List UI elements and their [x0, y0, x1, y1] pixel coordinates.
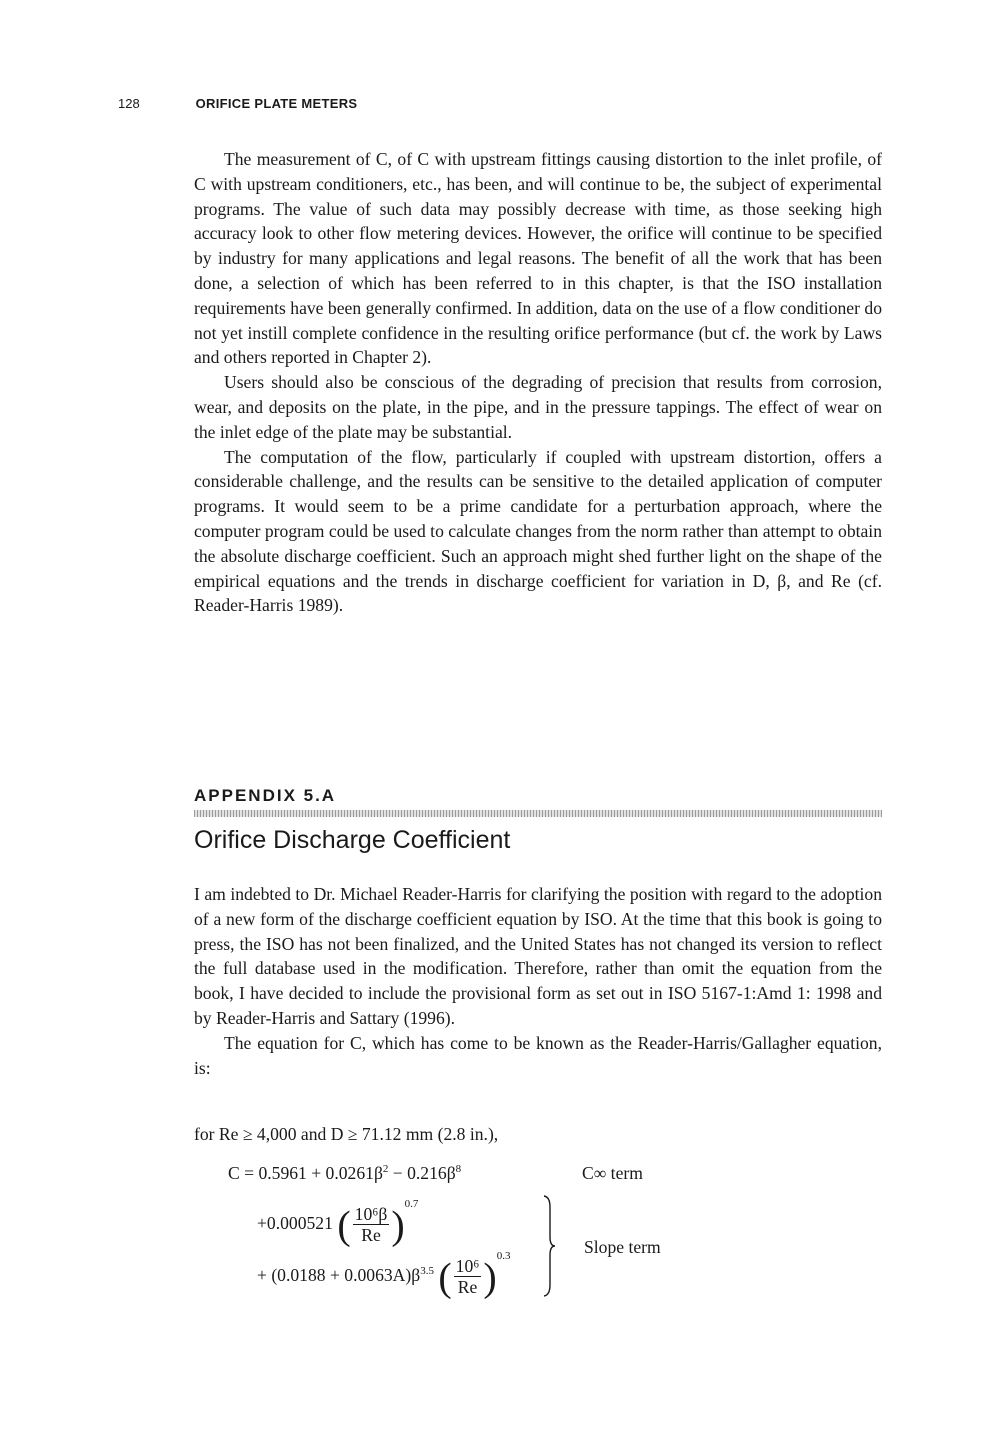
numerator: 10⁶β	[354, 1204, 388, 1225]
equation-condition: for Re ≥ 4,000 and D ≥ 71.12 mm (2.8 in.),	[194, 1124, 499, 1144]
close-paren: )	[391, 1202, 405, 1248]
paragraph: I am indebted to Dr. Michael Reader-Harris for clarifying the position with regard to the adoption of a new form of the discharge coefficient equation by ISO. At the time that this book is going to press, the ISO has not been finalized, and the United States has not changed its version to reflect the full database used in the modification. Therefore, rather than omit the equation from the book, I have decided to include the provisional form as set out in ISO 5167-1:Amd 1: 1998 and by Reader-Harris and Sattary (1996).	[194, 884, 882, 1028]
eq-line3-prefix: + (0.0188 + 0.0063A)β	[257, 1265, 421, 1285]
eq-line1-lhs: C = 0.5961 + 0.0261β	[228, 1163, 383, 1183]
appendix-body	[194, 882, 882, 1080]
body-section	[194, 147, 882, 618]
running-header	[118, 96, 357, 111]
running-title: ORIFICE PLATE METERS	[195, 96, 358, 111]
page-number: 128	[118, 96, 140, 111]
eq-line2-prefix: +0.000521	[257, 1213, 333, 1233]
fraction	[353, 1204, 390, 1245]
c-infinity-label: C∞ term	[582, 1163, 643, 1183]
eq-exp: 2	[382, 1163, 389, 1176]
right-brace	[543, 1195, 555, 1297]
paragraph: The equation for C, which has come to be known as the Reader-Harris/Gallagher equation, is:	[194, 1032, 882, 1078]
eq-exp: 0.3	[496, 1250, 511, 1262]
numerator: 10⁶	[455, 1256, 480, 1277]
equation-line-1	[228, 1163, 461, 1184]
appendix-title: Orifice Discharge Coefficient	[194, 826, 511, 854]
eq-exp: 0.7	[404, 1198, 419, 1210]
slope-term-label: Slope term	[584, 1237, 661, 1257]
open-paren: (	[337, 1202, 351, 1248]
fraction	[454, 1256, 482, 1297]
paragraph: Users should also be conscious of the degrading of precision that results from corrosion, wear, and deposits on the plate, in the pipe, and in the pressure tappings. The effect of wear on the inlet edge of the plate may be substantial.	[194, 372, 882, 442]
denominator: Re	[361, 1225, 381, 1246]
paragraph: The computation of the flow, particularly if coupled with upstream distortion, offers a considerable challenge, and the results can be sensitive to the detailed application of computer programs. It would seem to be a prime candidate for a perturbation approach, where the computer program could be used to calculate changes from the norm rather than attempt to obtain the absolute discharge coefficient. Such an approach might shed further light on the shape of the empirical equations and the trends in discharge coefficient for variation in D, β, and Re (cf. Reader-Harris 1989).	[194, 446, 882, 616]
equation-line-2	[257, 1198, 418, 1248]
eq-line1-mid: − 0.216β	[388, 1163, 456, 1183]
paragraph: The measurement of C, of C with upstream fittings causing distortion to the inlet profile, of C with upstream conditioners, etc., has been, and will continue to be, the subject of experimental programs. The value of such data may possibly decrease with time, as those seeking high accuracy look to other flow metering devices. However, the orifice will continue to be specified by industry for many applications and legal reasons. The benefit of all the work that has been done, a selection of which has been referred to in this chapter, is that the ISO installation requirements have been generally confirmed. In addition, data on the use of a flow conditioner do not yet instill complete confidence in the resulting orifice performance (but cf. the work by Laws and others reported in Chapter 2).	[194, 149, 882, 368]
eq-exp: 3.5	[420, 1265, 434, 1278]
eq-exp: 8	[455, 1163, 462, 1176]
section-rule	[194, 810, 882, 817]
open-paren: (	[438, 1254, 452, 1300]
close-paren: )	[483, 1254, 497, 1300]
denominator: Re	[457, 1277, 478, 1298]
appendix-label: APPENDIX 5.A	[194, 786, 337, 805]
equation-line-3	[257, 1250, 510, 1300]
